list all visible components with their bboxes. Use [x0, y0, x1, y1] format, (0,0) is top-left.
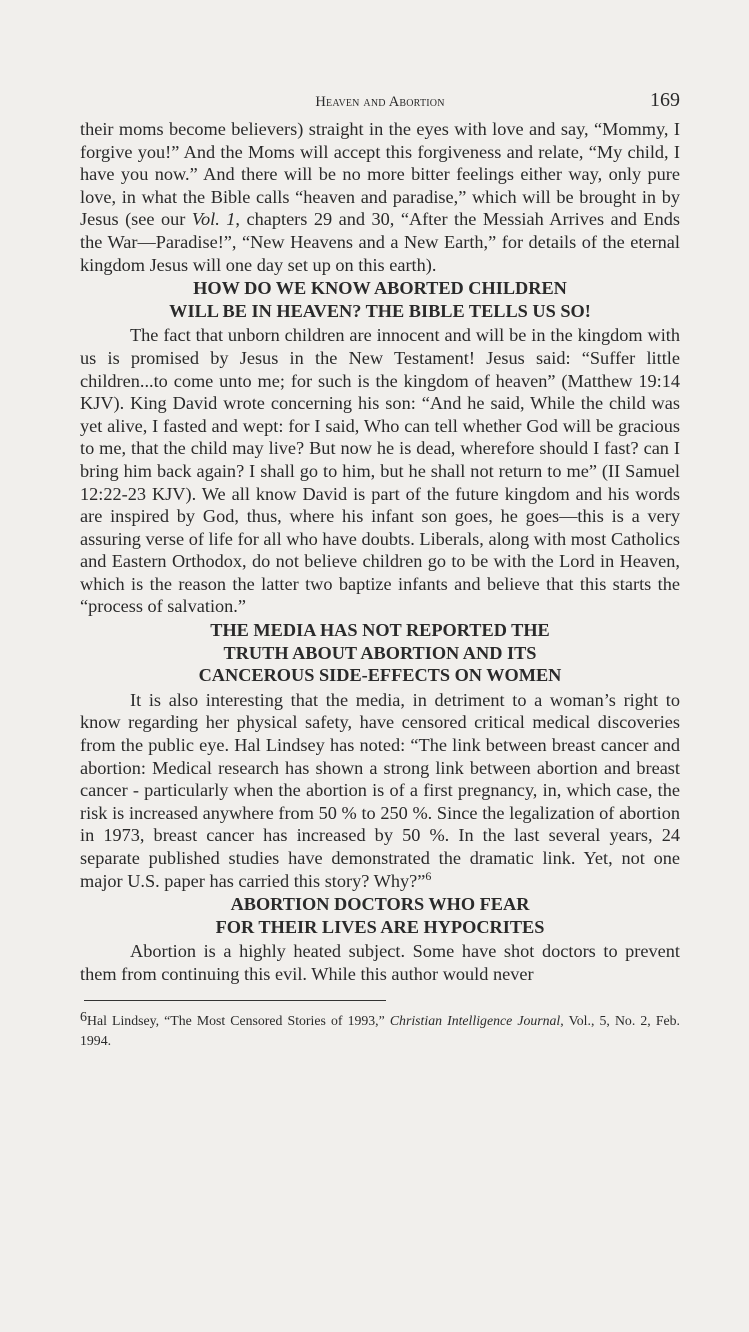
section-heading-media: [80, 619, 680, 687]
paragraph-media: [80, 689, 680, 892]
heading-line: FOR THEIR LIVES ARE HYPOCRITES: [215, 916, 545, 937]
footnote-text: Hal Lindsey, “The Most Censored Stories of 1993,”: [87, 1012, 390, 1028]
footnote-mark: 6: [80, 1009, 87, 1025]
footnote: [80, 1011, 680, 1050]
heading-line: ABORTION DOCTORS WHO FEAR: [230, 894, 530, 915]
heading-line: TRUTH ABOUT ABORTION AND ITS: [223, 642, 537, 663]
running-head: [80, 86, 680, 118]
footnote-divider: [84, 1000, 386, 1001]
paragraph-text: It is also interesting that the media, in detriment to a woman’s right to know regarding her physical safety, have censored critical medical discoveries from the public eye. Hal Lindsey has noted: “The link between breast cancer and abortion: Medical research has shown a strong link between abortion and breast cancer - particularly when the abortion is of a first pregnancy, in, which case, the risk is increased anywhere from 50 % to 250 %. Since the legalization of abortion in 1973, breast cancer has increased by 50 %. In the last several years, 24 separate published studies have demonstrated the dramatic link. Yet, not one major U.S. paper has carried this story? Why?”: [80, 689, 680, 891]
heading-line: WILL BE IN HEAVEN? THE BIBLE TELLS US SO!: [169, 300, 591, 321]
paragraph-doctors: Abortion is a highly heated subject. Some have shot doctors to prevent them from continuing this evil. While this author would never: [80, 941, 680, 984]
section-heading-heaven: [80, 277, 680, 322]
paragraph-continuation: [80, 118, 680, 276]
paragraph-bible-evidence: The fact that unborn children are innocent and will be in the kingdom with us is promised by Jesus in the New Testament! Jesus said: “Suffer little children...to come unto me; for such is the kingdom of heaven” (Matthew 19:14 KJV). King David wrote concerning his son: “And he said, While the child was yet alive, I fasted and wept: for I said, Who can tell whether God will be gracious to me, that the child may live? But now he is dead, wherefore should I fast? can I bring him back again? I shall go to him, but he shall not return to me” (II Samuel 12:22-23 KJV). We all know David is part of the future kingdom and his words are inspired by God, thus, where his infant son goes, he goes—this is a very assuring verse of life for all who have doubts. Liberals, along with most Catholics and Eastern Orthodox, do not believe children go to be with the Lord in Heaven, which is the reason the latter two baptize infants and believe that this starts the “process of salvation.”: [80, 325, 680, 617]
section-heading-doctors: [80, 893, 680, 938]
page-number: 169: [650, 89, 680, 111]
footnote-text: , Vol., 5, No. 2, Feb. 1994.: [80, 1012, 680, 1048]
heading-line: HOW DO WE KNOW ABORTED CHILDREN: [193, 278, 567, 299]
footnote-reference: 6: [425, 868, 432, 883]
paragraph-text: their moms become believers) straight in the eyes with love and say, “Mommy, I forgive you!” And the Moms will accept this forgiveness and relate, “My child, I have you now.” And there will be no more bitter feelings either way, only pure love, in what the Bible calls “heaven and paradise,” which will be brought in by Jesus (see our: [80, 119, 680, 230]
heading-line: THE MEDIA HAS NOT REPORTED THE: [210, 620, 550, 641]
paragraph-text: , chapters 29 and 30, “After the Messiah Arrives and Ends the War—Paradise!”, “New Heavens and a New Earth,” for details of the eternal kingdom Jesus will one day set up on this earth).: [80, 209, 680, 275]
heading-line: CANCEROUS SIDE-EFFECTS ON WOMEN: [198, 665, 562, 686]
book-page: [80, 86, 680, 1050]
running-title: Heaven and Abortion: [315, 94, 445, 110]
journal-title: Christian Intelligence Journal: [389, 1012, 561, 1028]
volume-reference: Vol. 1: [191, 209, 236, 230]
